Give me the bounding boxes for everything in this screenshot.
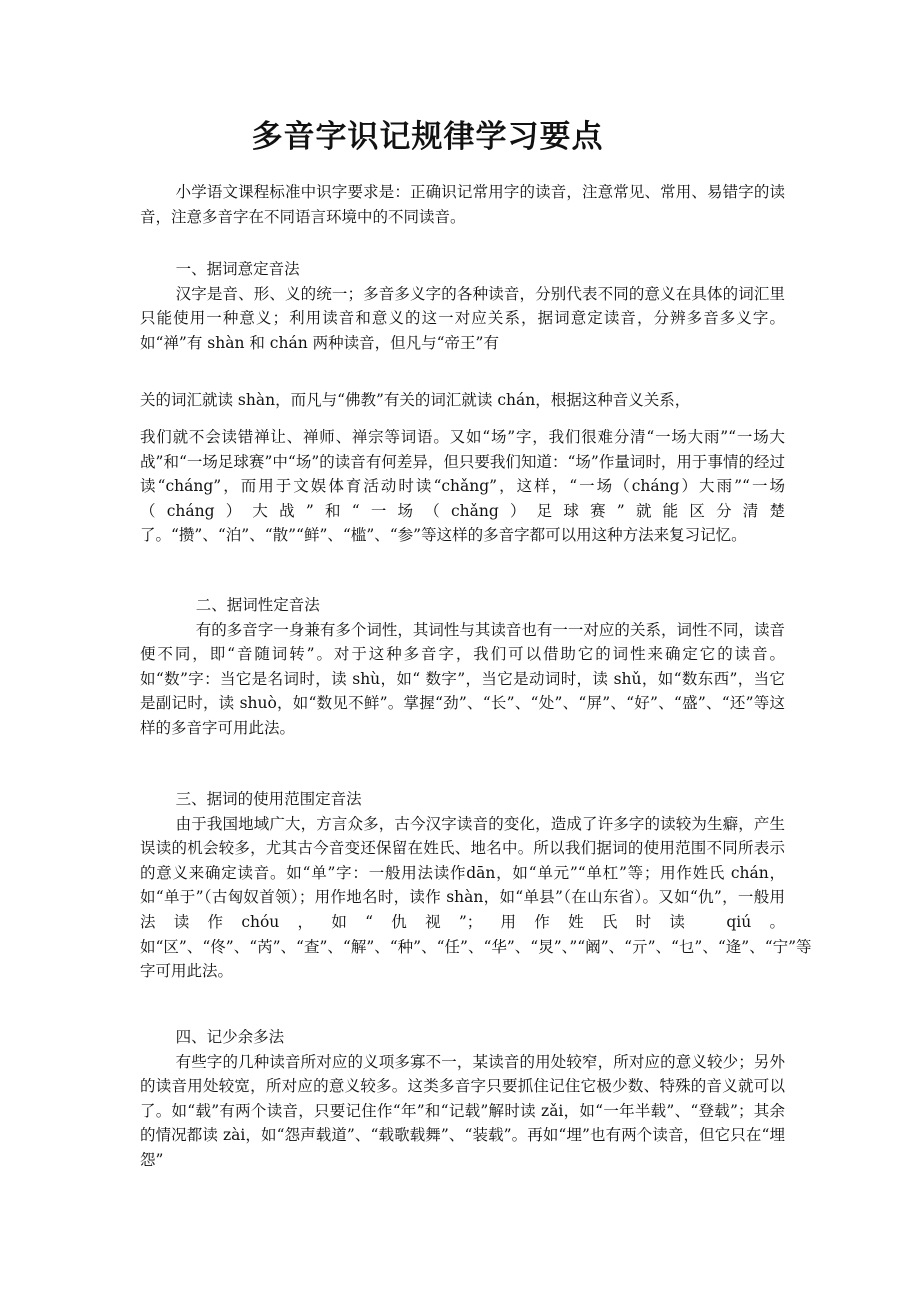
section-2-paragraph: 有的多音字一身兼有多个词性，其词性与其读音也有一一对应的关系，词性不同，读音便不同，即“音随词转”。对于这种多音字，我们可以借助它的词性来确定它的读音。如“数”字：当它是名词时，读 shù，如“ 数字”，当它是动词时，读 shǔ，如“数东西”，当它是副记时，读 shuò，如“数见不鲜”。掌握“劲”、“长”、“处”、“屏”、“好”、“盛”、“还”等这样的多音字可用此法。 [140,620,785,737]
document-title: 多音字识记规律学习要点 [251,119,604,155]
section-1-heading: 一、据词意定音法 [175,260,300,278]
section-2 [140,593,785,741]
section-3-paragraph: 由于我国地域广大，方言众多，古今汉字读音的变化，造成了许多字的读较为生癖，产生误读的机会较多，尤其古今音变还保留在姓氏、地名中。所以我们据词的使用范围不同所表示的意义来确定读音。如“单”字：一般用法读作dān，如“单元”“单杠”等；用作姓氏 chán，如“单于”（古匈奴首领）；用作地名时，读作 shàn，如“单县”（在山东省）。又如“仇”，一般用法读作chóu，如“仇视”；用作姓氏时读 qiú。如“区”、“佟”、“芮”、“查”、“解”、“种”、“任”、“华”、“炅”、”“阚”、“亓”、“乜”、“逄”、“宁”等字可用此法。 [140,814,812,981]
intro-block [140,180,785,229]
section-1-continued-2 [140,425,785,548]
section-1 [140,257,785,355]
section-1-paragraph-a: 汉字是音、形、义的统一；多音多义字的各种读音，分别代表不同的意义在具体的词汇里只能使用一种意义；利用读音和意义的这一对应关系，据词意定读音，分辨多音多义字。如“禅”有 shàn 和 chán 两种读音，但凡与“帝王”有 [140,284,785,352]
section-1-paragraph-b: 关的词汇就读 shàn，而凡与“佛教”有关的词汇就读 chán，根据这种音义关系， [140,391,691,409]
section-4-heading: 四、记少余多法 [175,1028,285,1046]
intro-paragraph: 小学语文课程标准中识字要求是：正确识记常用字的读音，注意常见、常用、易错字的读音，注意多音字在不同语言环境中的不同读音。 [140,183,785,226]
section-3-heading: 三、据词的使用范围定音法 [175,790,362,808]
section-4-paragraph: 有些字的几种读音所对应的义项多寡不一，某读音的用处较窄，所对应的意义较少；另外的读音用处较宽，所对应的意义较多。这类多音字只要抓住记住它极少数、特殊的音义就可以了。如“载”有两个读音，只要记住作“年”和“记载”解时读 zǎi，如“一年半载”、“登载”；其余的情况都读 zài，如“怨声载道”、“载歌载舞”、“装载”。再如“埋”也有两个读音，但它只在“埋怨” [140,1052,785,1169]
section-1-paragraph-c: 我们就不会读错禅让、禅师、禅宗等词语。又如“场”字，我们很难分清“一场大雨”“一场大战”和“一场足球赛”中“场”的读音有何差异，但只要我们知道：“场”作量词时，用于事情的经过读“cháng”，而用于文娱体育活动时读“chǎng”，这样，“一场（cháng）大雨”“一场（cháng）大战”和“一场（chǎng）足球赛”就能区分清楚了。“攒”、“泊”、“散”“鲜”、“槛”、“参”等这样的多音字都可以用这种方法来复习记忆。 [140,428,785,545]
section-3 [140,787,812,984]
section-2-heading: 二、据词性定音法 [195,596,320,614]
section-1-continued [140,388,785,413]
section-4 [140,1025,785,1173]
